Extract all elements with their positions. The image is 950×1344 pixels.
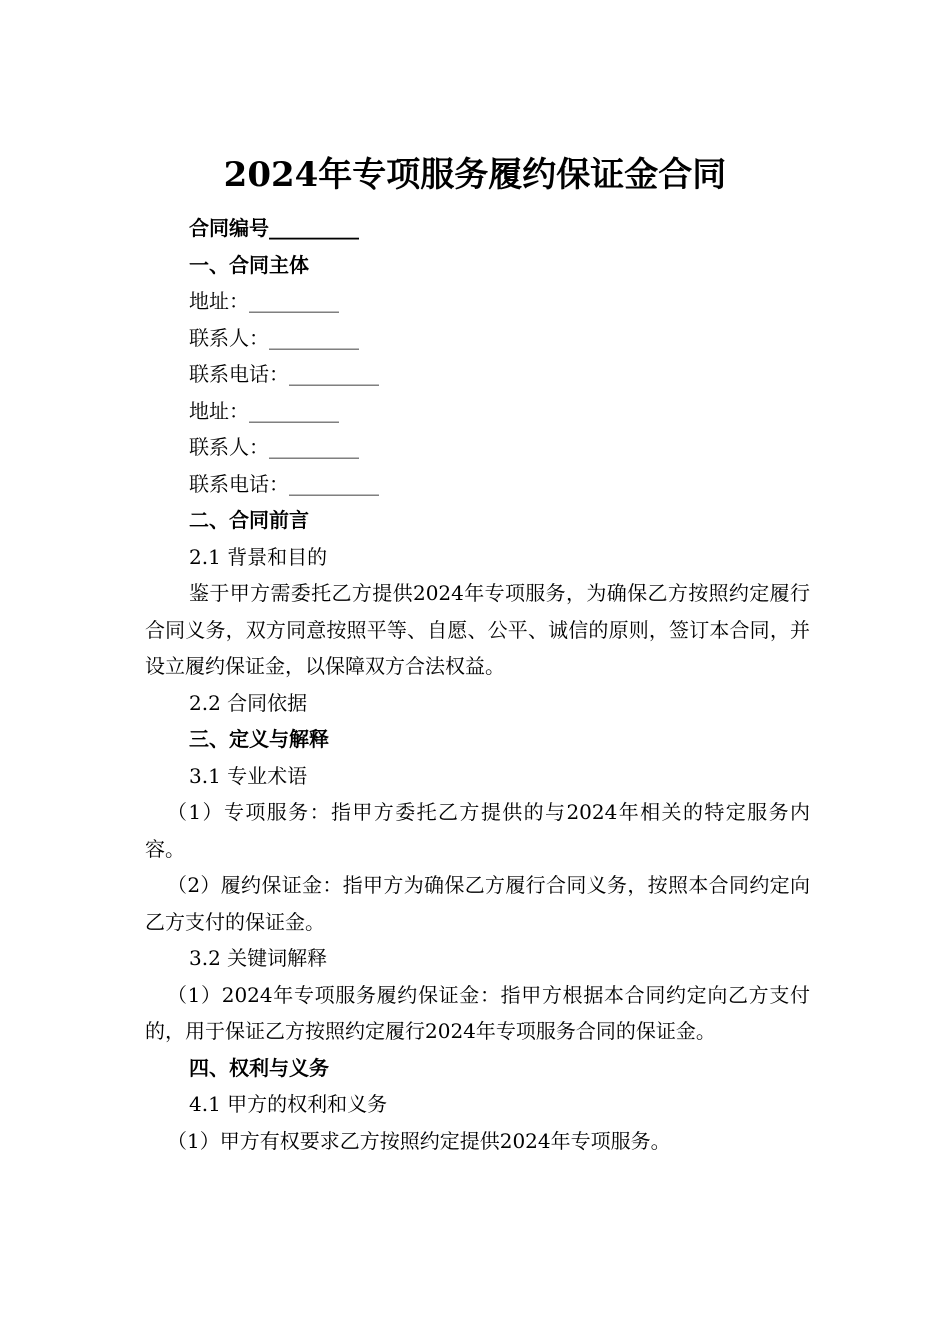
section-heading-definitions: 三、定义与解释 <box>189 727 329 751</box>
item-3-2-1: （1）2024年专项服务履约保证金：指甲方根据本合同约定向乙方支付的，用于保证乙方按照约定履行2024年专项服务合同的保证金。 <box>145 982 810 1043</box>
contract-number: 合同编号_________ <box>189 216 359 240</box>
party-a-contact: 联系人：_________ <box>189 325 359 350</box>
party-a-phone: 联系电话：_________ <box>189 362 379 386</box>
item-3-1-2: （2）履约保证金：指甲方为确保乙方履行合同义务，按照本合同约定向乙方支付的保证金。 <box>145 873 810 934</box>
section-heading-rights: 四、权利与义务 <box>189 1055 329 1080</box>
party-b-address: 地址：_________ <box>189 398 339 423</box>
party-b-contact: 联系人：_________ <box>189 435 359 459</box>
subsection-2-1: 2.1 背景和目的 <box>189 544 328 569</box>
section-heading-preamble: 二、合同前言 <box>189 508 309 532</box>
item-4-1-1: （1）甲方有权要求乙方按照约定提供2024年专项服务。 <box>167 1128 671 1153</box>
subsection-3-1: 3.1 专业术语 <box>189 763 308 788</box>
party-a-address: 地址：_________ <box>189 289 339 313</box>
party-b-phone: 联系电话：_________ <box>189 471 379 496</box>
subsection-2-2: 2.2 合同依据 <box>189 690 308 715</box>
subsection-3-2: 3.2 关键词解释 <box>189 946 328 970</box>
item-3-1-1: （1）专项服务：指甲方委托乙方提供的与2024年相关的特定服务内容。 <box>145 800 810 861</box>
subsection-4-1: 4.1 甲方的权利和义务 <box>189 1092 388 1116</box>
document-title: 2024年专项服务履约保证金合同 <box>223 155 727 195</box>
paragraph-2-1: 鉴于甲方需委托乙方提供2024年专项服务，为确保乙方按照约定履行合同义务，双方同意按照平等、自愿、公平、诚信的原则，签订本合同，并设立履约保证金，以保障双方合法权益。 <box>145 581 810 678</box>
document-body <box>145 210 810 1159</box>
section-heading-parties: 一、合同主体 <box>189 252 309 277</box>
